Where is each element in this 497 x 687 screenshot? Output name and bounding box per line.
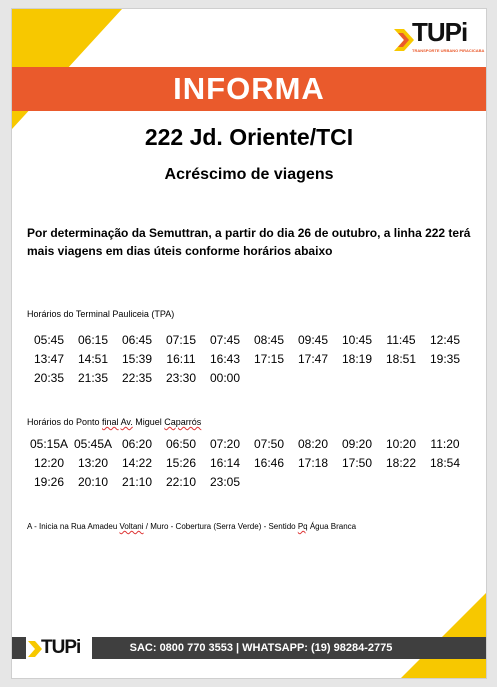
caparros-time: 07:50: [253, 437, 285, 451]
footnote-mid: / Muro - Cobertura (Serra Verde) - Sentido: [143, 522, 298, 531]
caparros-time: 21:10: [121, 475, 153, 489]
tpa-time: 06:15: [77, 333, 109, 347]
tpa-time: 16:11: [166, 352, 196, 366]
notice-subtitle: Acréscimo de viagens: [164, 166, 334, 183]
caparros-time: 17:18: [297, 456, 329, 470]
tpa-time: 06:45: [121, 333, 153, 347]
section2-title-final: final: [102, 417, 119, 427]
tpa-time: 22:35: [121, 371, 153, 385]
tpa-time: 10:45: [341, 333, 373, 347]
tpa-time: 23:30: [165, 371, 197, 385]
tpa-time: 15:39: [121, 352, 153, 366]
tpa-time: 17:47: [297, 352, 329, 366]
tpa-time: 20:35: [33, 371, 65, 385]
section1-title: Horários do Terminal Pauliceia (TPA): [27, 309, 175, 319]
footer-logo-wordmark: TUPi: [41, 637, 81, 658]
caparros-time: 07:20: [209, 437, 241, 451]
section2-title-av: Av.: [120, 417, 133, 427]
footer-contact: SAC: 0800 770 3553 | WHATSAPP: (19) 98284-2775: [129, 642, 393, 654]
caparros-time: 10:20: [385, 437, 417, 451]
footnote: [27, 522, 356, 531]
tpa-time: 14:51: [77, 352, 109, 366]
notice-page: [12, 9, 486, 678]
caparros-time: 16:14: [209, 456, 241, 470]
logo-wordmark: TUPi: [412, 17, 468, 47]
caparros-time: 15:26: [165, 456, 197, 470]
caparros-time: 18:22: [385, 456, 417, 470]
caparros-time: 13:20: [77, 456, 109, 470]
tpa-time: 11:45: [386, 333, 416, 347]
logo-arrow-icon: [394, 29, 414, 51]
caparros-time: 16:46: [253, 456, 285, 470]
section2-title-name: Caparrós: [164, 417, 202, 427]
caparros-time: 08:20: [297, 437, 329, 451]
caparros-time: 22:10: [165, 475, 197, 489]
caparros-time: 23:05: [209, 475, 241, 489]
caparros-time: 14:22: [121, 456, 153, 470]
tpa-time: 16:43: [209, 352, 241, 366]
caparros-time: 06:50: [165, 437, 197, 451]
route-title: 222 Jd. Oriente/TCI: [144, 124, 354, 150]
caparros-time: 05:15A: [29, 437, 69, 451]
section2-title-pre: Horários do Ponto: [27, 417, 103, 427]
caparros-time: 20:10: [77, 475, 109, 489]
tpa-time: 19:35: [429, 352, 461, 366]
caparros-time: 18:54: [429, 456, 461, 470]
footnote-voltani: Voltani: [119, 522, 144, 531]
informa-banner: INFORMA: [12, 67, 486, 111]
caparros-time: 11:20: [430, 437, 460, 451]
tpa-time: 07:45: [209, 333, 241, 347]
tpa-time: 09:45: [297, 333, 329, 347]
section2-times: [27, 435, 467, 491]
tpa-time: 00:00: [209, 371, 241, 385]
caparros-time: 09:20: [341, 437, 373, 451]
tpa-time: 18:19: [341, 352, 373, 366]
section1-times: [27, 331, 467, 387]
tpa-time: 08:45: [253, 333, 285, 347]
tpa-time: 17:15: [253, 352, 285, 366]
section2-title: [27, 417, 201, 427]
tpa-time: 18:51: [385, 352, 417, 366]
tupi-logo: [394, 17, 485, 69]
caparros-time: 06:20: [121, 437, 153, 451]
footnote-pq: Pq: [297, 522, 308, 531]
notice-body: Por determinação da Semuttran, a partir do dia 26 de outubro, a linha 222 terá mais viagens em dias úteis conforme horários abaixo: [27, 226, 471, 258]
logo-tagline: TRANSPORTE URBANO PIRACICABA: [412, 48, 485, 53]
caparros-time: 19:26: [33, 475, 65, 489]
footnote-post: Água Branca: [307, 522, 357, 531]
tpa-time: 12:45: [429, 333, 461, 347]
caparros-time: 12:20: [33, 456, 65, 470]
caparros-time: 05:45A: [73, 437, 113, 451]
footer-logo: [26, 633, 92, 663]
tpa-time: 07:15: [165, 333, 197, 347]
footnote-pre: A - Inicia na Rua Amadeu: [27, 522, 120, 531]
section2-title-mid: Miguel: [132, 417, 165, 427]
tpa-time: 05:45: [33, 333, 65, 347]
tpa-time: 13:47: [33, 352, 65, 366]
footer-logo-arrow-icon: [28, 641, 42, 657]
tpa-time: 21:35: [77, 371, 109, 385]
caparros-time: 17:50: [341, 456, 373, 470]
bottom-right-yellow-triangle: [401, 593, 486, 678]
